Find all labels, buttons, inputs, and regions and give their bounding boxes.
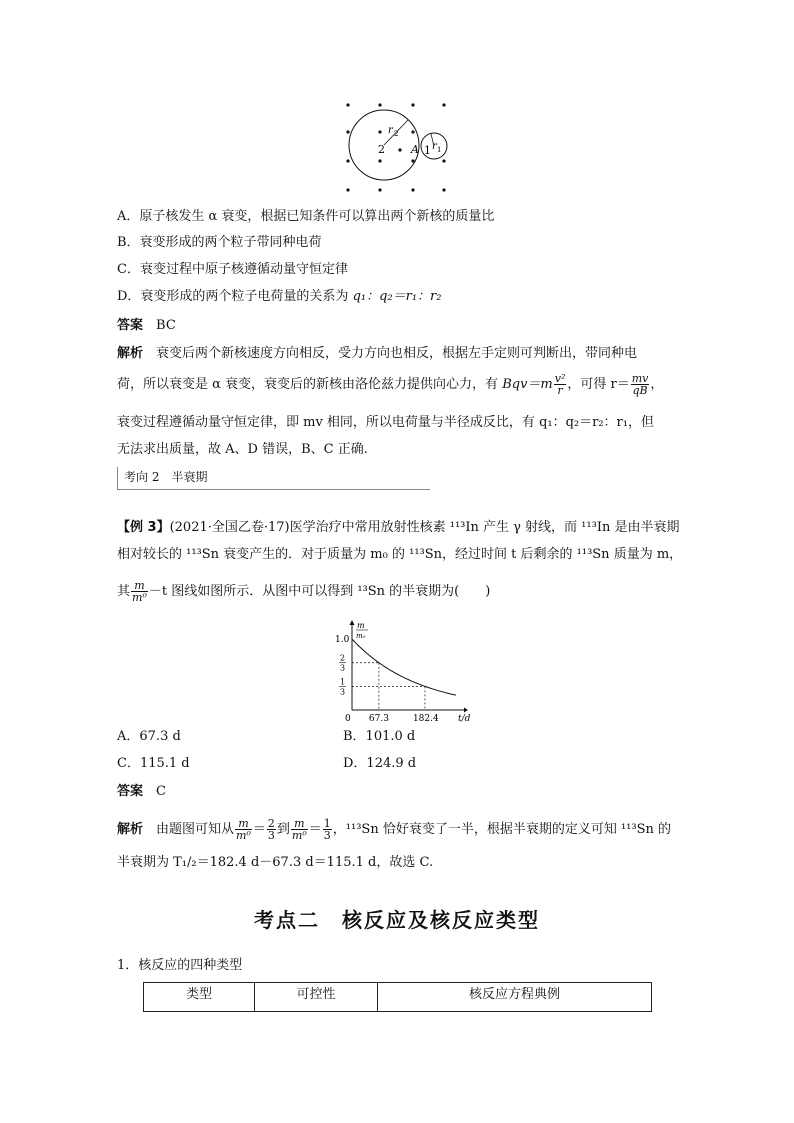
x-axis-label: t/d — [458, 714, 471, 724]
q1-option-d: D．衰变形成的两个粒子电荷量的关系为 q₁：q₂＝r₁：r₂ — [117, 289, 442, 304]
example3-line2: 相对较长的 ¹¹³Sn 衰变产生的．对于质量为 m₀ 的 ¹¹³Sn，经过时间 t 后剩余的 ¹¹³Sn 质量为 m， — [117, 547, 683, 562]
label-r1: r — [432, 141, 437, 152]
y-tick-den-1: 3 — [340, 687, 346, 697]
q1-analysis-line4: 无法求出质量，故 A、D 错误，B、C 正确. — [117, 442, 368, 457]
x-tick-182: 182.4 — [412, 714, 439, 724]
example3-answer: 答案 C — [117, 784, 166, 799]
subheading-1: 1．核反应的四种类型 — [117, 958, 243, 973]
y-tick-label-1: 1.0 — [335, 635, 350, 646]
decay-chart — [330, 618, 471, 724]
example3-line3: 其 $\frac{m}{\text{m⁰}}$ －t 图线如图所示．从图中可以得到 ¹³Sn 的半衰期为( ) — [117, 579, 491, 604]
label-r2: r — [388, 125, 393, 136]
table-header-type: 类型 — [144, 983, 255, 1011]
section2-title: 考点二 核反应及核反应类型 — [254, 908, 540, 932]
y-tick-den-0: 3 — [340, 663, 346, 673]
example3-analysis-line2: 半衰期为 T₁/₂＝182.4 d－67.3 d＝115.1 d，故选 C. — [117, 855, 434, 870]
label-1: 1 — [424, 144, 431, 157]
example3-option-b: B．101.0 d — [343, 729, 416, 744]
label-A: A — [411, 143, 419, 156]
q1-option-d-formula: q₁：q₂＝r₁：r₂ — [352, 289, 442, 304]
q1-option-a: A．原子核发生 α 衰变，根据已知条件可以算出两个新核的质量比 — [117, 209, 495, 224]
q1-option-b: B．衰变形成的两个粒子带同种电荷 — [117, 235, 322, 250]
decay-figure — [330, 95, 460, 195]
q1-answer: 答案 BC — [117, 318, 176, 333]
example3-analysis-line1: 解析 由题图可知从 $\frac{m}{\text{m⁰}}$ ＝ $\frac{2}{3}$ 到 $\frac{m}{\text{m⁰}}$ ＝ $\frac{1}{3}$ ，¹¹³Sn 恰好衰变了一半，根据半衰期的定义可知 ¹¹³Sn 的 — [117, 817, 672, 842]
y-axis-label-num: m — [357, 621, 365, 630]
y-axis-label-den: m₀ — [356, 632, 366, 640]
x-tick-0: 0 — [345, 714, 351, 724]
table-header-equation-example: 核反应方程典例 — [468, 987, 560, 1002]
example3-option-c: C．115.1 d — [117, 756, 190, 771]
x-tick-67: 67.3 — [368, 714, 389, 724]
example3-line1: 【例 3】(2021·全国乙卷·17)医学治疗中常用放射性核素 ¹¹³In 产生 γ 射线，而 ¹¹³In 是由半衰期 — [117, 520, 680, 535]
y-tick-num-1: 1 — [340, 677, 346, 687]
decay-curve — [352, 639, 456, 695]
q1-option-c: C．衰变过程中原子核遵循动量守恒定律 — [117, 262, 348, 277]
example3-option-a: A．67.3 d — [117, 729, 181, 744]
label-r2-sub: 2 — [394, 130, 399, 138]
example3-option-d: D．124.9 d — [343, 756, 417, 771]
label-2: 2 — [378, 143, 385, 156]
label-r1-sub: 1 — [437, 146, 442, 154]
q1-analysis-line2: 荷，所以衰变是 α 衰变，衰变后的新核由洛伦兹力提供向心力，有 Bqv＝m $\frac{\text{v²}}{r}$ ，可得 r＝ $\frac{mv}{qB}$ ， — [117, 372, 664, 397]
y-axis-arrow — [350, 620, 355, 625]
reaction-types-table — [143, 982, 652, 1012]
q1-analysis-line3: 衰变过程遵循动量守恒定律，即 mv 相同，所以电荷量与半径成反比，有 q₁：q₂＝r₂：r₁，但 — [117, 415, 654, 430]
q1-analysis-line1: 解析 衰变后两个新核速度方向相反，受力方向也相反，根据左手定则可判断出，带同种电 — [117, 346, 638, 361]
section-tag: 考向 2 半衰期 — [124, 470, 208, 484]
x-axis-arrow — [464, 708, 468, 713]
table-header-controllability: 可控性 — [255, 983, 378, 1011]
y-tick-num-0: 2 — [340, 653, 346, 663]
